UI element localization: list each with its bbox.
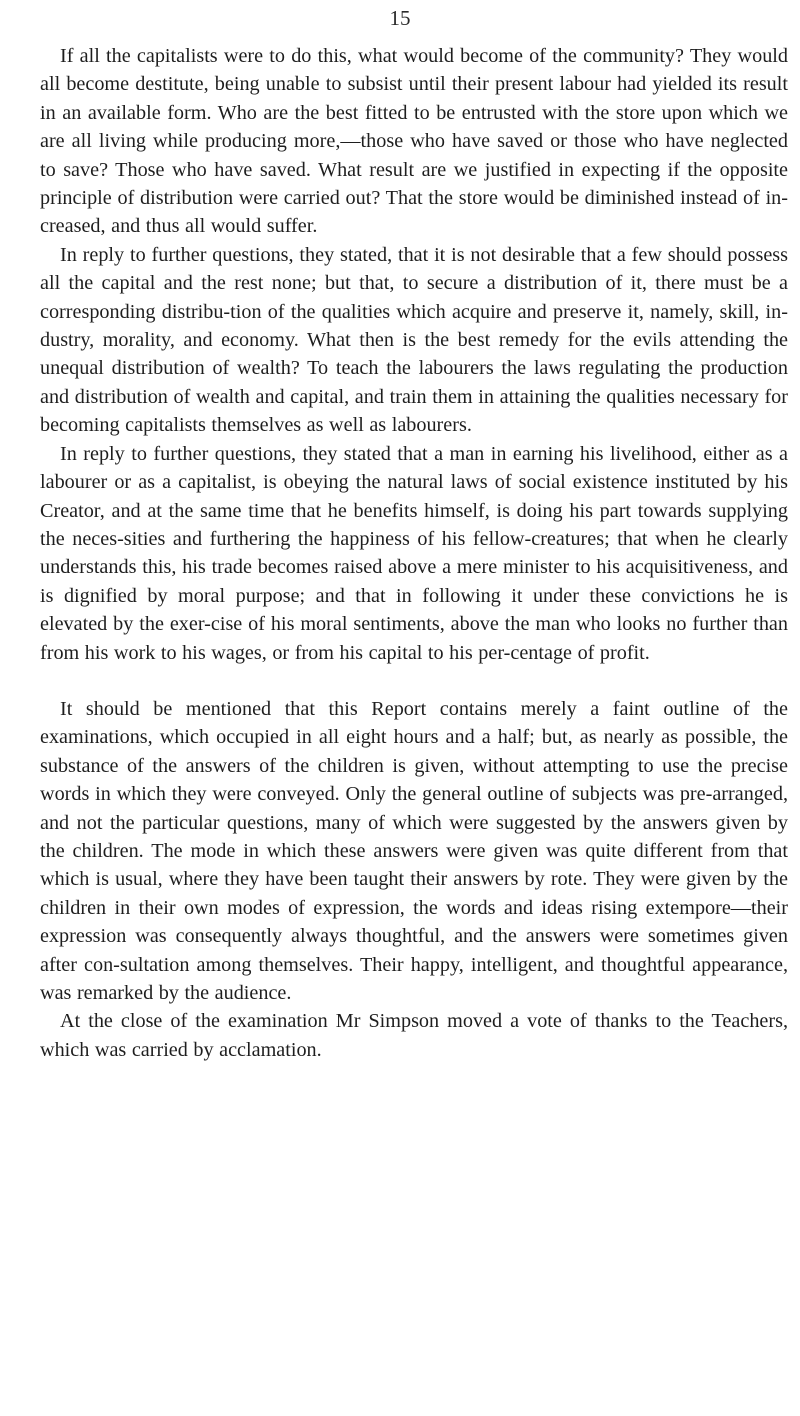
- paragraph-report-note: It should be mentioned that this Report contains merely a faint outline of the examinations, which occupied in all eight hours and a half; but, as nearly as possible, the substance of the answers of the children is given, without attempting to use the precise words in which they were conveyed. Only the general outline of subjects was pre-arranged, and not the particular questions, many of which were suggested by the answers given by the children. The mode in which these answers were given was quite different from that which is usual, where they have been taught their answers by rote. They were given by the children in their own modes of expression, the words and ideas rising extempore—their expression was consequently always thoughtful, and the answers were sometimes given after con-sultation among themselves. Their happy, intelligent, and thoughtful appearance, was remarked by the audience.: [40, 697, 788, 1004]
- body-text: [40, 42, 788, 1064]
- paragraph-earning-livelihood: In reply to further questions, they stated that a man in earning his livelihood, either as a labourer or as a capitalist, is obeying the natural laws of social existence instituted by his Creator, and at the same time that he benefits himself, is doing his part towards supplying the neces-sities and furthering the happiness of his fellow-creatures; that when he clearly understands this, his trade becomes raised above a mere minister to his acquisitiveness, and is dignified by moral purpose; and that in following it under these convictions he is elevated by the exer-cise of his moral sentiments, above the man who looks no further than from his work to his wages, or from his capital to his per-centage of profit.: [40, 442, 788, 664]
- section-gap: [40, 667, 788, 695]
- paragraph-vote-of-thanks: At the close of the examination Mr Simpson moved a vote of thanks to the Teachers, which was carried by acclamation.: [40, 1010, 788, 1061]
- page-number: 15: [389, 6, 411, 30]
- paragraph-capitalists-community: If all the capitalists were to do this, what would become of the community? They would all become destitute, being unable to subsist until their present labour had yielded its result in an available form. Who are the best fitted to be entrusted with the store upon which we are all living while producing more,—those who have saved or those who have neglected to save? Those who have saved. What result are we justified in expecting if the opposite principle of distribution were carried out? That the store would be diminished instead of in-creased, and thus all would suffer.: [40, 45, 788, 238]
- paragraph-distribution-of-capital: In reply to further questions, they stated, that it is not desirable that a few should possess all the capital and the rest none; but that, to secure a distribution of it, there must be a corresponding distribu-tion of the qualities which acquire and preserve it, namely, skill, in-dustry, morality, and economy. What then is the best remedy for the evils attending the unequal distribution of wealth? To teach the labourers the laws regulating the production and distribution of wealth and capital, and train them in attaining the qualities necessary for becoming capitalists themselves as well as labourers.: [40, 243, 788, 437]
